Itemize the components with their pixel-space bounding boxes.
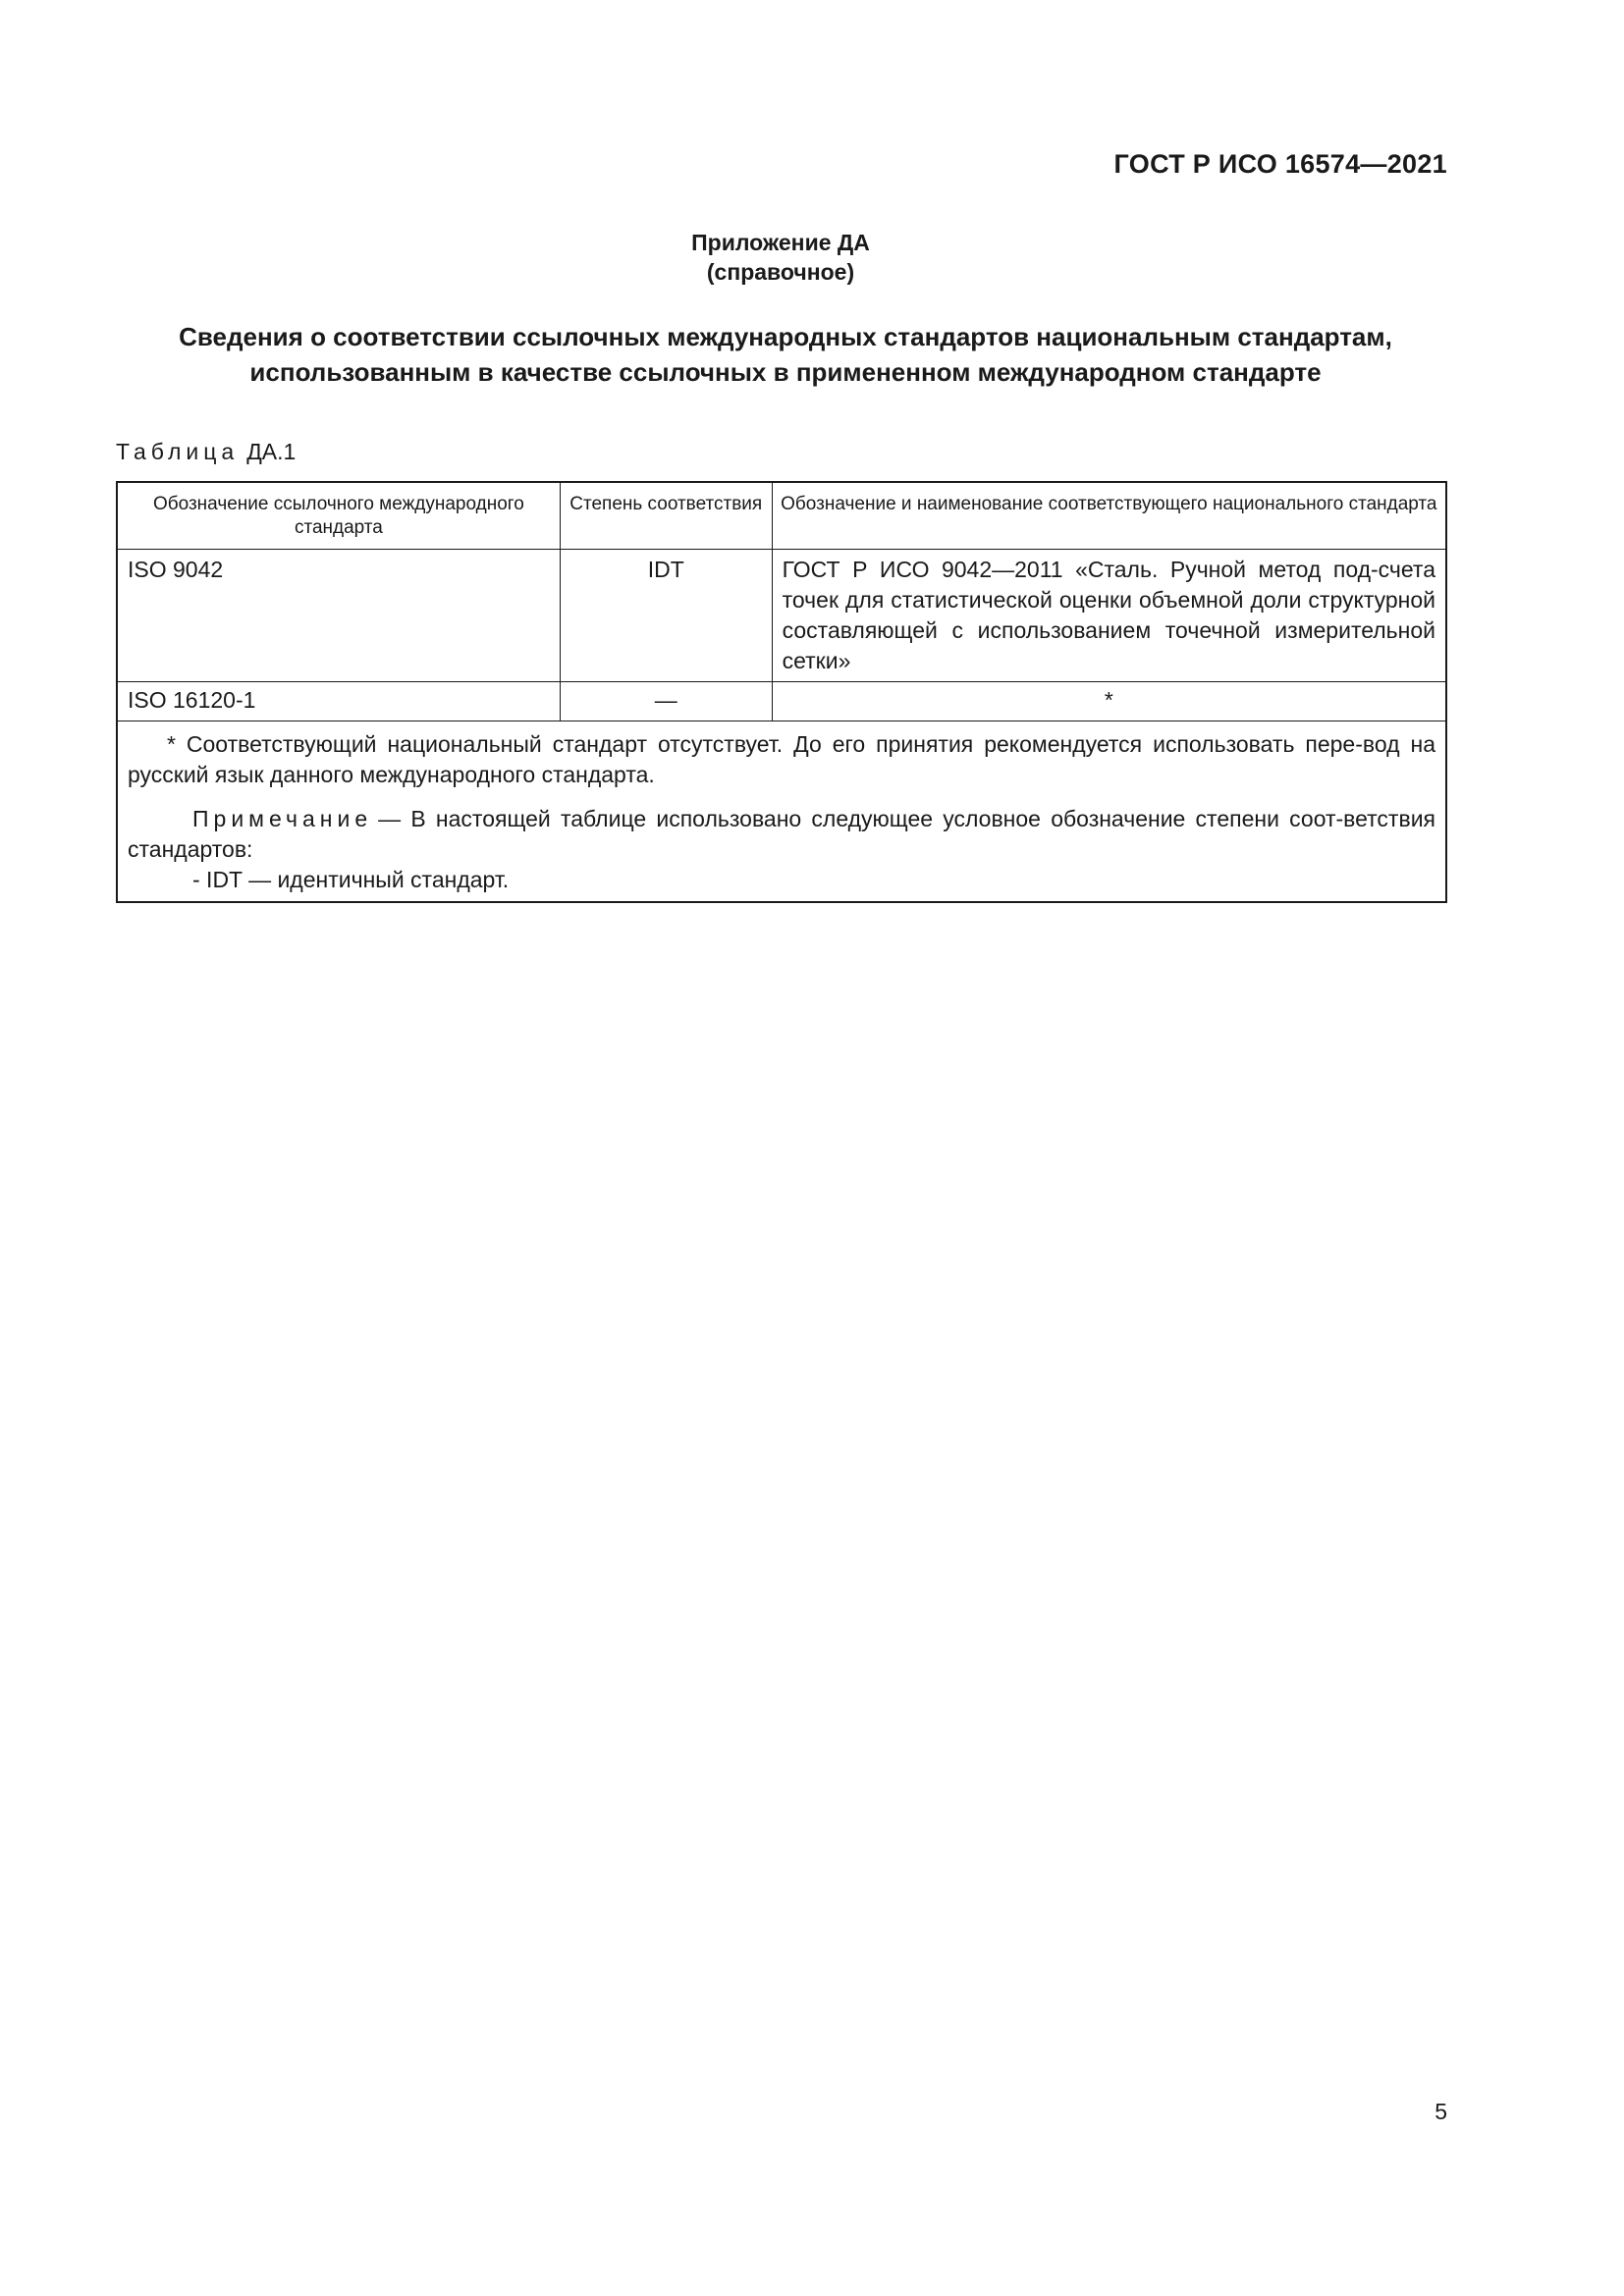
table-row xyxy=(117,681,1446,721)
table-header-row xyxy=(117,482,1446,549)
reference-standards-table xyxy=(116,481,1447,903)
note-text: — В настоящей таблице использовано следующее условное обозначение степени соот-ветствия стандартов: xyxy=(128,805,1435,862)
document-code: ГОСТ Р ИСО 16574—2021 xyxy=(1113,149,1447,179)
cell-national-standard: * xyxy=(772,681,1446,721)
header-degree-of-correspondence: Степень соответствия xyxy=(560,482,772,549)
cell-degree: IDT xyxy=(560,549,772,681)
section-title-line-2: использованным в качестве ссылочных в примененном международном стандарте xyxy=(249,357,1322,387)
cell-national-standard: ГОСТ Р ИСО 9042—2011 «Сталь. Ручной метод под-счета точек для статистической оценки объемной доли структурной составляющей с использованием точечной измерительной сетки» xyxy=(772,549,1446,681)
section-title-line-1: Сведения о соответствии ссылочных международных стандартов национальным стандартам, xyxy=(179,322,1392,351)
table-caption-number: ДА.1 xyxy=(246,439,297,464)
cell-degree: — xyxy=(560,681,772,721)
annex-title: Приложение ДА xyxy=(691,230,870,255)
table-footer xyxy=(117,721,1446,902)
note-list-item: - IDT — идентичный стандарт. xyxy=(192,866,510,892)
table-note xyxy=(128,804,1435,865)
note-label: Примечание xyxy=(192,805,373,831)
annex-subtitle: (справочное) xyxy=(706,259,855,285)
annex-heading xyxy=(0,228,1561,287)
header-international-designation: Обозначение ссылочного международного стандарта xyxy=(117,482,560,549)
header-national-standard: Обозначение и наименование соответствующего национального стандарта xyxy=(772,482,1446,549)
cell-designation: ISO 9042 xyxy=(117,549,560,681)
section-title xyxy=(0,319,1571,390)
page-number: 5 xyxy=(1435,2099,1447,2124)
table-caption-word: Таблица xyxy=(116,439,240,464)
cell-designation: ISO 16120-1 xyxy=(117,681,560,721)
table-footnote: * Соответствующий национальный стандарт отсутствует. До его принятия рекомендуется использовать пере-вод на русский язык данного международного стандарта. xyxy=(128,730,1435,787)
table-footer-row xyxy=(117,721,1446,902)
table-row xyxy=(117,549,1446,681)
table-caption xyxy=(116,439,296,465)
